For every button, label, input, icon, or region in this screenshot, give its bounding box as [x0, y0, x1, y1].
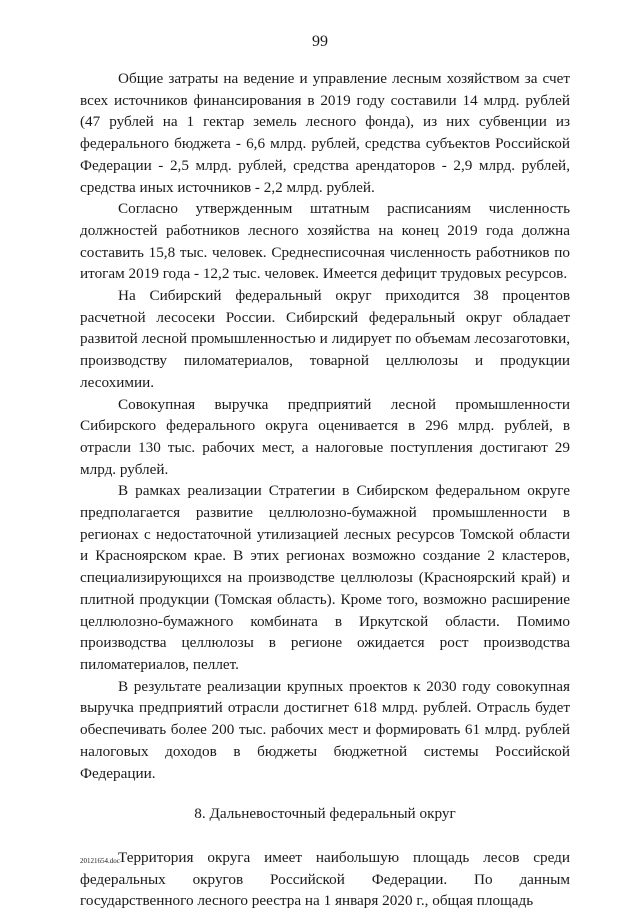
section-heading: 8. Дальневосточный федеральный округ — [194, 805, 456, 823]
paragraph-2030-projects: В результате реализации крупных проектов к 2030 году совокупная выручка предприятий отрасли достигнет 618 млрд. рублей. Отрасль будет обеспечивать более 200 тыс. рабочих мест и формировать 61 млрд. рублей налоговых доходов в бюджеты бюджетной системы Российской Федерации. — [80, 677, 570, 782]
document-body — [80, 68, 570, 912]
page-number: 99 — [312, 33, 328, 50]
paragraph-siberian-district: На Сибирский федеральный округ приходится 38 процентов расчетной лесосеки России. Сибирский федеральный округ обладает развитой лесной промышленностью и лидирует по объемам лесозаготовки, производству пиломатериалов, товарной целлюлозы и продукции лесохимии. — [80, 287, 570, 391]
paragraph-strategy-implementation: В рамках реализации Стратегии в Сибирском федеральном округе предполагается развитие целлюлозно-бумажной промышленности в регионах с недостаточной утилизацией лесных ресурсов Томской области и Красноярском крае. В этих регионах возможно создание 2 кластеров, специализирующихся на производстве целлюлозы (Красноярский край) и плитной продукции (Томская область). Кроме того, возможно расширение целлюлозно-бумажного комбината в Иркутской области. Помимо производства целлюлозы в регионе ожидается рост производства пиломатериалов, пеллет. — [80, 482, 570, 673]
paragraph-siberian-revenue: Совокупная выручка предприятий лесной промышленности Сибирского федерального округа оценивается в 296 млрд. рублей, в отрасли 130 тыс. рабочих мест, а налоговые поступления достигают 29 млрд. рублей. — [80, 395, 570, 478]
paragraph-far-east-territory: Территория округа имеет наибольшую площадь лесов среди федеральных округов Российской Федерации. По данным государственного лесного реестра на 1 января 2020 г., общая площадь — [80, 848, 570, 910]
footer-file-code: 20121654.doc — [80, 857, 120, 865]
paragraph-staffing: Согласно утвержденным штатным расписаниям численность должностей работников лесного хозяйства на конец 2019 года должна составить 15,8 тыс. человек. Среднесписочная численность работников по итогам 2019 года - 12,2 тыс. человек. Имеется дефицит трудовых ресурсов. — [80, 200, 570, 283]
paragraph-forestry-costs: Общие затраты на ведение и управление лесным хозяйством за счет всех источников финансирования в 2019 году составили 14 млрд. рублей (47 рублей на 1 гектар земель лесного фонда), из них субвенции из федерального бюджета - 6,6 млрд. рублей, средства субъектов Российской Федерации - 2,5 млрд. рублей, средства арендаторов - 2,9 млрд. рублей, средства иных источников - 2,2 млрд. рублей. — [80, 70, 570, 196]
